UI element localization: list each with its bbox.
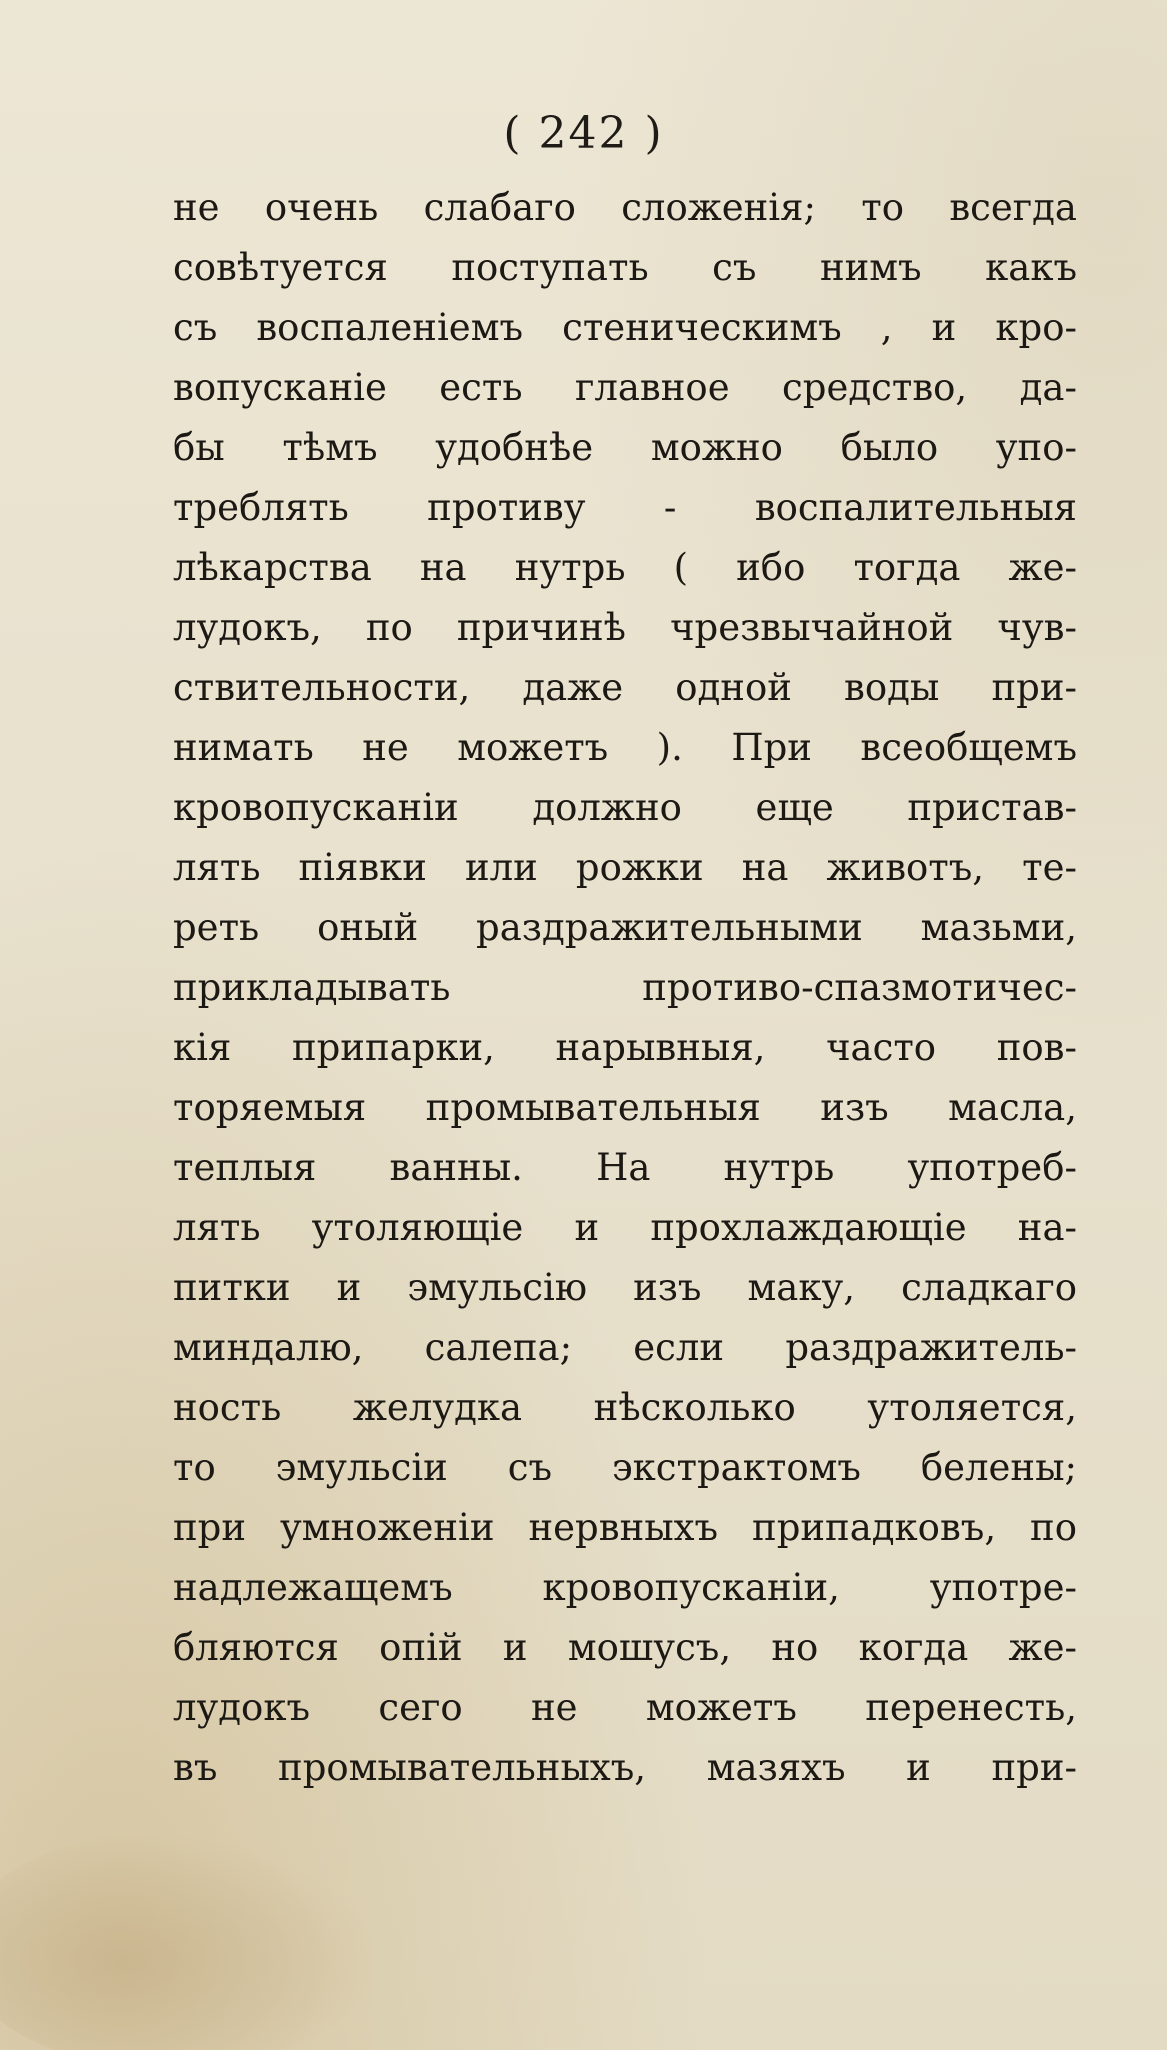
text-line: вопусканіе есть главное средство, да- bbox=[173, 366, 1077, 409]
text-line: миндалю, салепа; если раздражитель- bbox=[173, 1326, 1077, 1369]
text-line: питки и эмульсію изъ маку, сладкаго bbox=[173, 1266, 1077, 1309]
text-line: лудокъ сего не можетъ перенесть, bbox=[173, 1686, 1077, 1729]
text-line: лять утоляющіе и прохлаждающіе на- bbox=[173, 1206, 1077, 1249]
text-line: лѣкарства на нутрь ( ибо тогда же- bbox=[173, 546, 1077, 589]
text-line: нимать не можетъ ). При всеобщемъ bbox=[173, 726, 1077, 769]
text-line: надлежащемъ кровопусканіи, употре- bbox=[173, 1566, 1077, 1609]
text-line: ствительности, даже одной воды при- bbox=[173, 666, 1077, 709]
text-line: кія припарки, нарывныя, часто пов- bbox=[173, 1026, 1077, 1069]
page-number: ( 242 ) bbox=[503, 108, 664, 159]
text-line: лять піявки или рожки на животъ, те- bbox=[173, 846, 1077, 889]
text-line: реть оный раздражительными мазьми, bbox=[173, 906, 1077, 949]
paper-stain bbox=[0, 1830, 380, 2050]
body-text bbox=[173, 178, 1077, 1798]
text-line: лудокъ, по причинѣ чрезвычайной чув- bbox=[173, 606, 1077, 649]
text-line: прикладывать противо-спазмотичес- bbox=[173, 966, 1077, 1009]
text-line: теплыя ванны. На нутрь употреб- bbox=[173, 1146, 1077, 1189]
text-line: ность желудка нѣсколько утоляется, bbox=[173, 1386, 1077, 1429]
text-line: треблять противу - воспалительныя bbox=[173, 486, 1077, 529]
text-line: то эмульсіи съ экстрактомъ белены; bbox=[173, 1446, 1077, 1489]
text-line: бляются опій и мошусъ, но когда же- bbox=[173, 1626, 1077, 1669]
text-line: при умноженіи нервныхъ припадковъ, по bbox=[173, 1506, 1077, 1549]
text-line: не очень слабаго сложенія; то всегда bbox=[173, 186, 1077, 229]
text-line: торяемыя промывательныя изъ масла, bbox=[173, 1086, 1077, 1129]
text-line: совѣтуется поступать съ нимъ какъ bbox=[173, 246, 1077, 289]
text-line: съ воспаленіемъ стеническимъ , и кро- bbox=[173, 306, 1077, 349]
text-line: бы тѣмъ удобнѣе можно было упо- bbox=[173, 426, 1077, 469]
text-line: въ промывательныхъ, мазяхъ и при- bbox=[173, 1746, 1077, 1789]
text-line: кровопусканіи должно еще пристав- bbox=[173, 786, 1077, 829]
